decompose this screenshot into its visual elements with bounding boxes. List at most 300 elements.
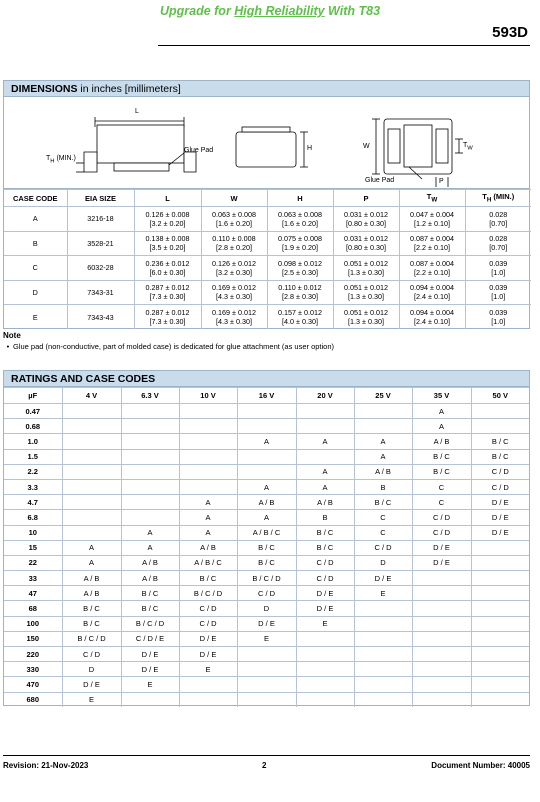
dim-h-cell [267,305,333,330]
header-TH-main: T [482,192,487,202]
case-code-cell [296,692,354,707]
case-code-cell: B [4,231,67,256]
case-code-cell [121,464,179,479]
case-code-cell [354,616,412,631]
case-code-cell [296,647,354,662]
case-code-cell [471,571,529,586]
dimension-drawings [4,97,529,189]
case-code-cell [296,662,354,677]
case-code-cell [237,464,296,479]
case-code-cell [354,647,412,662]
case-code-cell [354,404,412,419]
dimensions-row [4,305,531,330]
case-code-cell: E [354,586,412,601]
case-code-cell [62,464,121,479]
capacitance-cell: 33 [4,571,62,586]
dim-tw-cell [399,207,465,232]
value-inches: 0.028 [489,234,508,244]
case-code-cell: A / B [121,571,179,586]
case-code-cell: B / C [412,449,471,464]
case-code-cell [121,419,179,434]
header-voltage: 16 V [237,388,296,404]
header-L: L [134,190,201,207]
dim-p-cell [333,207,399,232]
value-millimeters: [1.0] [491,317,506,326]
header-W: W [201,190,267,207]
case-code-cell [179,419,237,434]
value-millimeters: [0.70] [489,218,508,228]
value-inches: 0.075 ± 0.008 [278,234,322,244]
eia-size-cell: 3528-21 [67,231,134,256]
case-code-cell: A / B / C [179,555,237,570]
case-code-cell [179,434,237,449]
ratings-row [4,540,529,555]
ratings-panel [3,370,530,706]
value-millimeters: [2.8 ± 0.30] [282,292,318,302]
dim-h-cell [267,280,333,305]
value-inches: 0.287 ± 0.012 [145,308,190,317]
ratings-row [4,601,529,616]
dim-h-cell [267,231,333,256]
case-code-cell: E [296,616,354,631]
case-code-cell: E [4,305,67,330]
value-millimeters: [0.70] [489,243,508,253]
ratings-row [4,662,529,677]
ratings-table [4,387,529,707]
value-millimeters: [1.6 ± 0.20] [282,218,318,228]
case-code-cell [354,662,412,677]
case-code-cell: B / C [471,434,529,449]
value-inches: 0.028 [489,209,508,219]
capacitance-cell: 0.68 [4,419,62,434]
banner-text: Upgrade for [159,4,235,18]
ratings-row [4,647,529,662]
case-code-cell [471,601,529,616]
value-inches: 0.169 ± 0.012 [212,283,256,293]
case-code-cell [354,692,412,707]
dim-p-cell [333,256,399,281]
case-code-cell: C / D [354,540,412,555]
case-code-cell: A / B [354,464,412,479]
case-code-cell: B / C [62,616,121,631]
ratings-row [4,616,529,631]
case-code-cell: B / C / D [237,571,296,586]
case-code-cell: D / E [121,647,179,662]
label-H: H [307,145,313,152]
case-code-cell [471,586,529,601]
value-millimeters: [2.4 ± 0.10] [414,317,450,326]
dim-tw-cell [399,280,465,305]
header-TH-sub: H [486,196,492,204]
case-code-cell: C / D [412,510,471,525]
case-code-cell [237,419,296,434]
value-inches: 0.051 ± 0.012 [344,283,388,293]
case-code-cell [471,555,529,570]
dim-th-cell [465,231,531,256]
value-inches: 0.051 ± 0.012 [344,258,388,268]
label-L: L [135,108,139,115]
case-code-cell: B / C / D [121,616,179,631]
value-millimeters: [0.80 ± 0.30] [346,218,386,228]
case-code-cell [121,495,179,510]
case-code-cell: D / E [471,495,529,510]
value-inches: 0.126 ± 0.008 [145,209,190,219]
note-bullet: • [6,342,10,351]
value-inches: 0.110 ± 0.012 [278,283,322,293]
value-inches: 0.063 ± 0.008 [212,209,256,219]
case-code-cell: B / C [296,540,354,555]
case-code-cell: C / D [179,616,237,631]
case-code-cell [62,404,121,419]
value-millimeters: [1.2 ± 0.10] [414,218,450,228]
dimensions-title-bold: DIMENSIONS [11,83,78,95]
capacitance-cell: 100 [4,616,62,631]
label-TH-main: T [46,155,51,162]
case-code-cell: A [296,434,354,449]
case-code-cell: B / C / D [62,631,121,646]
dim-p-cell [333,305,399,330]
case-code-cell: C / D [179,601,237,616]
header-TW-main: T [426,192,432,202]
eia-size-cell: 7343-43 [67,305,134,330]
value-millimeters: [1.3 ± 0.30] [348,267,384,277]
case-code-cell [412,571,471,586]
dimensions-title-rest: in inches [millimeters] [77,83,181,95]
case-code-cell: C / D [237,586,296,601]
case-code-cell [471,692,529,707]
case-code-cell: D / E [471,525,529,540]
case-code-cell: D / E [237,616,296,631]
note-item [3,342,334,351]
label-TH-rest: (MIN.) [54,155,76,162]
dim-l-cell [134,256,201,281]
case-code-cell [121,510,179,525]
case-code-cell: D / E [471,510,529,525]
dim-w-cell [201,280,267,305]
case-code-cell [121,479,179,494]
case-code-cell: A [237,434,296,449]
header-voltage: 6.3 V [121,388,179,404]
dimensions-panel [3,80,530,329]
case-code-cell [354,601,412,616]
capacitance-cell: 680 [4,692,62,707]
dimensions-row [4,207,531,232]
case-code-cell: B / C [237,555,296,570]
case-code-cell: D / E [179,631,237,646]
value-millimeters: [2.4 ± 0.10] [414,292,450,302]
capacitance-cell: 1.5 [4,449,62,464]
value-millimeters: [1.0] [491,267,506,277]
case-code-cell [412,692,471,707]
case-code-cell [354,631,412,646]
dim-h-cell [267,256,333,281]
ratings-row [4,510,529,525]
dim-l-cell [134,207,201,232]
case-code-cell: D [4,280,67,305]
value-millimeters: [2.8 ± 0.20] [216,243,252,253]
case-code-cell: B / C [354,495,412,510]
case-code-cell: A [412,404,471,419]
case-code-cell [179,692,237,707]
high-reliability-link[interactable]: High Reliability [234,4,325,18]
case-code-cell: B / C [121,601,179,616]
case-code-cell: B / C [412,464,471,479]
case-code-cell: C [354,510,412,525]
capacitance-cell: 330 [4,662,62,677]
case-code-cell: C / D [412,525,471,540]
case-code-cell [179,449,237,464]
case-code-cell [179,404,237,419]
case-code-cell [354,677,412,692]
case-code-cell [237,677,296,692]
capacitance-cell: 68 [4,601,62,616]
capacitance-cell: 6.8 [4,510,62,525]
ratings-row [4,449,529,464]
case-code-cell: A / B [179,540,237,555]
dim-w-cell [201,256,267,281]
case-code-cell [62,510,121,525]
case-code-cell [412,677,471,692]
case-code-cell: D / E [296,601,354,616]
case-code-cell [121,692,179,707]
case-code-cell: C / D / E [121,631,179,646]
case-code-cell: B / C [237,540,296,555]
case-code-cell [237,692,296,707]
value-millimeters: [2.2 ± 0.10] [414,243,450,253]
dim-w-cell [201,207,267,232]
header-case-code: CASE CODE [4,190,67,207]
case-code-cell: E [237,631,296,646]
footer-revision: Revision: 21-Nov-2023 [3,761,89,770]
value-inches: 0.031 ± 0.012 [344,234,388,244]
case-code-cell [62,495,121,510]
case-code-cell [471,677,529,692]
case-code-cell: A [179,525,237,540]
case-code-cell: B / C [179,571,237,586]
ratings-row [4,677,529,692]
case-code-cell [471,631,529,646]
case-code-cell: D [62,662,121,677]
case-code-cell [62,449,121,464]
value-millimeters: [7.3 ± 0.30] [149,317,186,326]
dimensions-title [4,81,529,97]
header-eia-size: EIA SIZE [67,190,134,207]
case-code-cell [179,464,237,479]
label-TH-sub: H [50,158,55,165]
side-view-drawing [76,117,196,172]
dim-th-cell [465,207,531,232]
case-code-cell: D [237,601,296,616]
case-code-cell: A [237,479,296,494]
capacitance-cell: 22 [4,555,62,570]
case-code-cell [412,601,471,616]
case-code-cell [471,540,529,555]
ratings-header-row [4,388,529,404]
value-millimeters: [0.80 ± 0.30] [346,243,386,253]
case-code-cell: A [179,510,237,525]
case-code-cell: D / E [121,662,179,677]
header-voltage: 20 V [296,388,354,404]
footer-rule [3,755,530,756]
value-inches: 0.157 ± 0.012 [278,308,322,317]
case-code-cell [237,662,296,677]
case-code-cell [471,404,529,419]
label-TW-sub: W [467,145,473,152]
ratings-row [4,404,529,419]
header-TH [465,190,531,207]
case-code-cell: A [296,479,354,494]
value-inches: 0.063 ± 0.008 [278,209,322,219]
case-code-cell [296,404,354,419]
case-code-cell: A / B [121,555,179,570]
case-code-cell: A [179,495,237,510]
case-code-cell: D / E [412,540,471,555]
value-millimeters: [2.5 ± 0.30] [282,267,318,277]
case-code-cell: B [354,479,412,494]
value-millimeters: [4.3 ± 0.30] [216,317,252,326]
case-code-cell [62,434,121,449]
dim-tw-cell [399,305,465,330]
case-code-cell: C / D [296,555,354,570]
case-code-cell: C [412,479,471,494]
case-code-cell: D / E [412,555,471,570]
capacitance-cell: 150 [4,631,62,646]
ratings-row [4,479,529,494]
ratings-title-text: RATINGS AND CASE CODES [11,373,156,385]
header-TH-rest: (MIN.) [491,192,515,202]
label-TH [46,155,76,164]
value-millimeters: [4.3 ± 0.30] [216,292,252,302]
case-code-cell: A [354,449,412,464]
label-TW-main: T [463,142,468,149]
case-code-cell: A [62,540,121,555]
capacitance-cell: 0.47 [4,404,62,419]
case-code-cell [121,404,179,419]
case-code-cell: A [121,540,179,555]
ratings-row [4,495,529,510]
case-code-cell: B / C [471,449,529,464]
ratings-row [4,555,529,570]
value-millimeters: [1.0] [491,292,506,302]
value-inches: 0.126 ± 0.012 [212,258,256,268]
case-code-cell: C / D [62,647,121,662]
case-code-cell [412,662,471,677]
eia-size-cell: 6032-28 [67,256,134,281]
case-code-cell: C / D [471,464,529,479]
case-code-cell: A [412,419,471,434]
capacitance-cell: 220 [4,647,62,662]
value-millimeters: [7.3 ± 0.30] [149,292,186,302]
dim-l-cell [134,280,201,305]
case-code-cell: A [237,510,296,525]
case-code-cell [62,479,121,494]
ratings-row [4,525,529,540]
header-voltage: 50 V [471,388,529,404]
capacitance-cell: 15 [4,540,62,555]
dim-p-cell [333,231,399,256]
eia-size-cell: 7343-31 [67,280,134,305]
note-text: Glue pad (non-conductive, part of molded case) is dedicated for glue attachment (as user option) [13,342,335,351]
case-code-cell: A [121,525,179,540]
dimensions-table [4,189,531,329]
ratings-row [4,586,529,601]
case-code-cell [412,631,471,646]
header-capacitance: µF [4,388,62,404]
ratings-row [4,434,529,449]
value-millimeters: [1.3 ± 0.30] [348,292,384,302]
case-code-cell: A / B / C [237,525,296,540]
case-code-cell [412,647,471,662]
case-code-cell: B / C / D [179,586,237,601]
value-inches: 0.287 ± 0.012 [145,283,190,293]
case-code-cell [179,677,237,692]
value-inches: 0.236 ± 0.012 [145,258,190,268]
value-inches: 0.138 ± 0.008 [145,234,190,244]
ratings-row [4,692,529,707]
case-code-cell [296,677,354,692]
footer-page-number: 2 [262,761,267,770]
value-millimeters: [4.0 ± 0.30] [282,317,318,326]
value-millimeters: [1.9 ± 0.20] [282,243,318,253]
header-TW [399,190,465,207]
ratings-table-body [4,404,529,708]
ratings-row [4,631,529,646]
case-code-cell: A / B [412,434,471,449]
capacitance-cell: 2.2 [4,464,62,479]
end-view-drawing [236,127,308,167]
value-inches: 0.094 ± 0.004 [410,308,454,317]
dim-h-cell [267,207,333,232]
case-code-cell [121,449,179,464]
dim-l-cell [134,231,201,256]
header-voltage: 25 V [354,388,412,404]
case-code-cell [471,616,529,631]
package-drawings-svg [4,97,531,189]
value-inches: 0.031 ± 0.012 [344,209,388,219]
eia-size-cell: 3216-18 [67,207,134,232]
value-millimeters: [6.0 ± 0.30] [149,267,186,277]
case-code-cell: B / C [62,601,121,616]
case-code-cell: A / B [62,586,121,601]
label-TW [463,142,473,151]
ratings-row [4,571,529,586]
case-code-cell [237,449,296,464]
case-code-cell: A [296,464,354,479]
dim-l-cell [134,305,201,330]
capacitance-cell: 3.3 [4,479,62,494]
case-code-cell: D / E [354,571,412,586]
case-code-cell [354,419,412,434]
case-code-cell [237,647,296,662]
upgrade-banner [0,4,540,18]
case-code-cell [296,419,354,434]
case-code-cell [471,647,529,662]
label-W: W [363,143,370,150]
value-inches: 0.047 ± 0.004 [410,209,454,219]
dim-th-cell [465,256,531,281]
dim-w-cell [201,231,267,256]
case-code-cell [296,449,354,464]
value-inches: 0.098 ± 0.012 [278,258,322,268]
value-inches: 0.051 ± 0.012 [344,308,388,317]
case-code-cell: C [354,525,412,540]
header-P: P [333,190,399,207]
header-rule [158,45,530,46]
value-millimeters: [2.2 ± 0.10] [414,267,450,277]
case-code-cell [237,404,296,419]
case-code-cell: D [354,555,412,570]
case-code-cell: C [412,495,471,510]
